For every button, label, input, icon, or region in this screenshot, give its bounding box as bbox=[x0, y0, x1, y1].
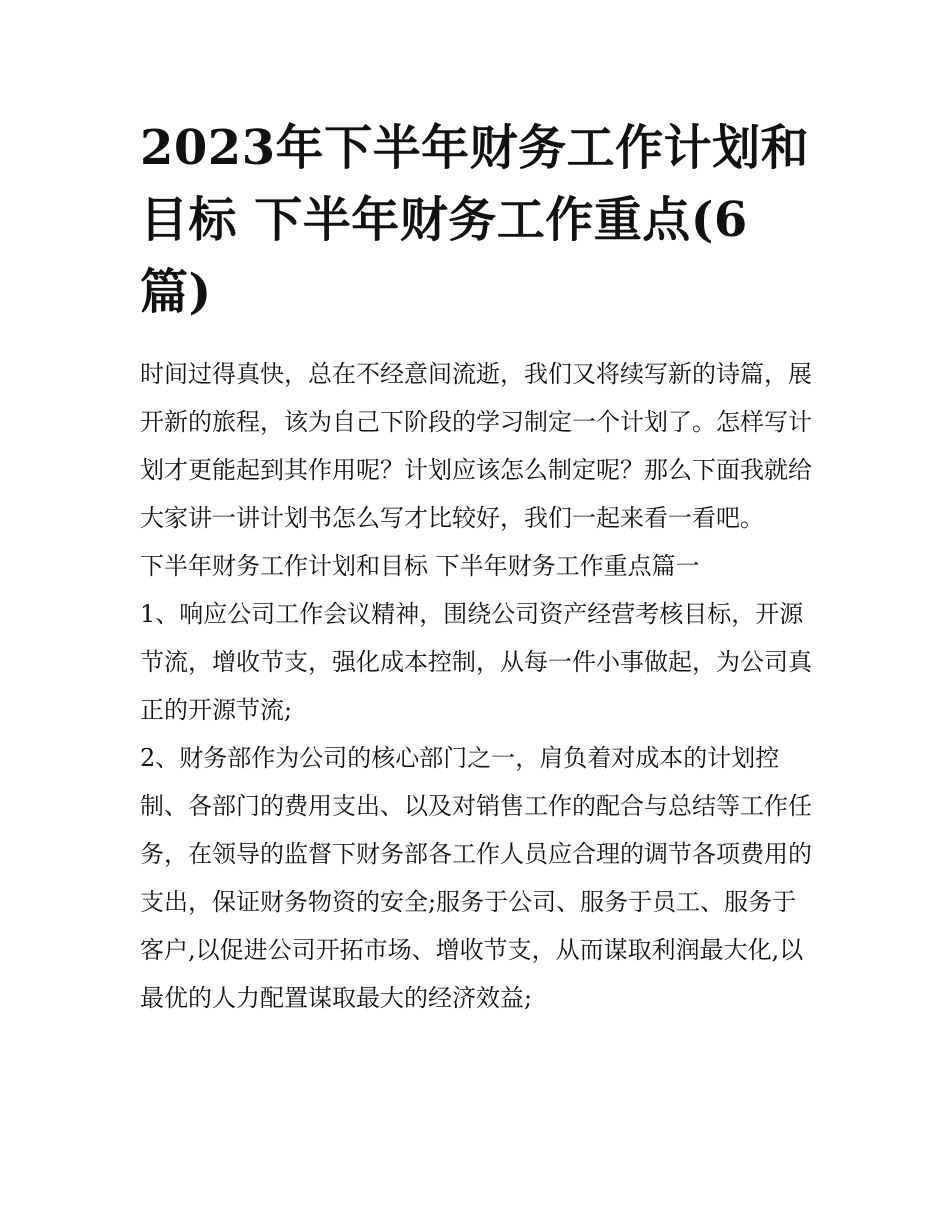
document-page bbox=[140, 112, 812, 1022]
list-item: 2、财务部作为公司的核心部门之一，肩负着对成本的计划控制、各部门的费用支出、以及对销售工作的配合与总结等工作任务，在领导的监督下财务部各工作人员应合理的调节各项费用的支出，保证财务物资的安全;服务于公司、服务于员工、服务于客户,以促进公司开拓市场、增收节支，从而谋取利润最大化,以最优的人力配置谋取最大的经济效益; bbox=[140, 744, 812, 1012]
section-heading: 下半年财务工作计划和目标 下半年财务工作重点篇一 bbox=[140, 552, 700, 580]
list-item: 1、响应公司工作会议精神，围绕公司资产经营考核目标，开源节流，增收节支，强化成本控制，从每一件小事做起，为公司真正的开源节流; bbox=[140, 600, 812, 724]
document-title: 2023年下半年财务工作计划和目标 下半年财务工作重点(6篇) bbox=[140, 120, 810, 320]
document-body bbox=[140, 350, 812, 1022]
intro-paragraph: 时间过得真快，总在不经意间流逝，我们又将续写新的诗篇，展开新的旅程，该为自己下阶段的学习制定一个计划了。怎样写计划才更能起到其作用呢？计划应该怎么制定呢？那么下面我就给大家讲一讲计划书怎么写才比较好，我们一起来看一看吧。 bbox=[140, 360, 812, 532]
